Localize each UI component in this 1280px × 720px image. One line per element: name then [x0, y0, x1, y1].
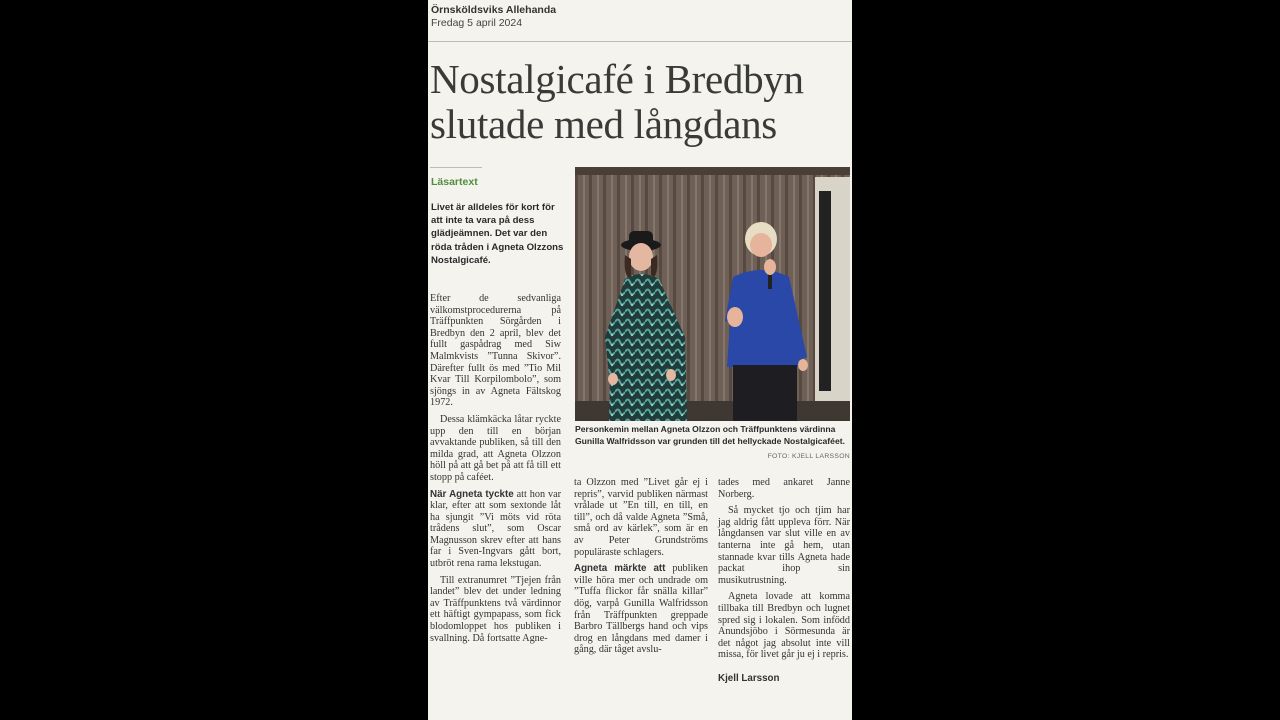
article-column-1 [430, 293, 561, 649]
masthead [431, 4, 556, 29]
kicker-label: Läsartext [431, 176, 478, 188]
article-photo [575, 167, 850, 421]
paragraph-lead-in: Agneta märkte att [574, 563, 666, 575]
paragraph [574, 563, 708, 656]
photo-caption: Personkemin mellan Agneta Olzzon och Träffpunktens värdinna Gunilla Walfridsson var grunden till det hellyckade Nostalgicaféet. [575, 424, 845, 446]
paragraph-lead-in: När Agneta tyckte [430, 488, 514, 500]
paragraph-text: publiken ville höra mer och undrade om ”Tuffa flickor får snälla killar” dög, varpå Gunilla Walfridsson från Träffpunkten greppade Barbro Tällbergs hand och vips drog en långdans med damer i gång, där tåget avslu- [574, 563, 708, 656]
paragraph: ta Olzzon med ”Livet går ej i repris”, varvid publiken närmast vrålade ut ”En till, en till, en till”, och då valde Agneta ”Små, små ord av kärlek”, som är en av Peter Grundströms populäraste schlagers. [574, 477, 708, 558]
article-column-3 [718, 477, 850, 685]
publication-name: Örnsköldsviks Allehanda [431, 4, 557, 16]
paragraph: Agneta lovade att komma tillbaka till Bredbyn och lugnet spred sig i lokalen. Som infödd Anundsjöbo i Sörmesunda är det något jag absolut inte vill missa, för livet går ju ej i repris. [718, 591, 850, 661]
article-lead: Livet är alldeles för kort för att inte ta vara på dess glädjeämnen. Det var den röda tråden i Agneta Olzzons Nostalgicafé. [431, 202, 564, 266]
headline-line-1: Nostalgicafé i Bredbyn [430, 56, 804, 102]
article-column-2 [574, 477, 708, 661]
paragraph: tades med ankaret Janne Norberg. [718, 477, 850, 500]
paragraph [430, 489, 561, 570]
newspaper-clipping [428, 0, 852, 720]
kicker-divider [430, 167, 482, 168]
paragraph: Till extranumret ”Tjejen från landet” blev det under ledning av Träffpunktens två värdinnor ett häftigt gympapass, som fick blodomloppet hos publiken i svallning. Då fortsatte Agne- [430, 574, 561, 644]
paragraph: Dessa klämkäcka låtar ryckte upp den till en början avvaktande publiken, så till den milda grad, att Agneta Olzzon höll på att gå bet på att få till ett stopp på caféet. [430, 413, 561, 483]
photo-credit: FOTO: KJELL LARSSON [767, 453, 850, 460]
paragraph: Efter de sedvanliga välkomstprocedurerna på Träffpunkten Sörgården i Bredbyn den 2 april, blev det fullt gaspådrag med Siw Malmkvists ”Tunna Skivor”. Därefter fullt ös med ”Tio Mil Kvar Till Korpilombolo”, som sjöngs in av Agneta Fältskog 1972. [430, 293, 561, 409]
headline-line-2: slutade med långdans [430, 101, 777, 147]
paragraph: Så mycket tjo och tjim har jag aldrig fått uppleva förr. När långdansen var slut ville en av tanterna inte gå hem, utan stannade kvar tills Agneta hade packat ihop sin musikutrustning. [718, 505, 850, 586]
masthead-divider [428, 41, 852, 42]
author-byline: Kjell Larsson [718, 672, 780, 684]
photo-image [575, 167, 850, 421]
article-headline [430, 57, 850, 147]
publication-date: Fredag 5 april 2024 [431, 17, 523, 29]
paragraph-text: att hon var klar, efter att som sextonde låt ha sjungit ”Vi möts vid röta trådens slut”, som Oscar Magnusson skrev efter att hans far i Sven-Ingvars gått bort, utbröt rena rama lekstugan. [430, 488, 561, 570]
